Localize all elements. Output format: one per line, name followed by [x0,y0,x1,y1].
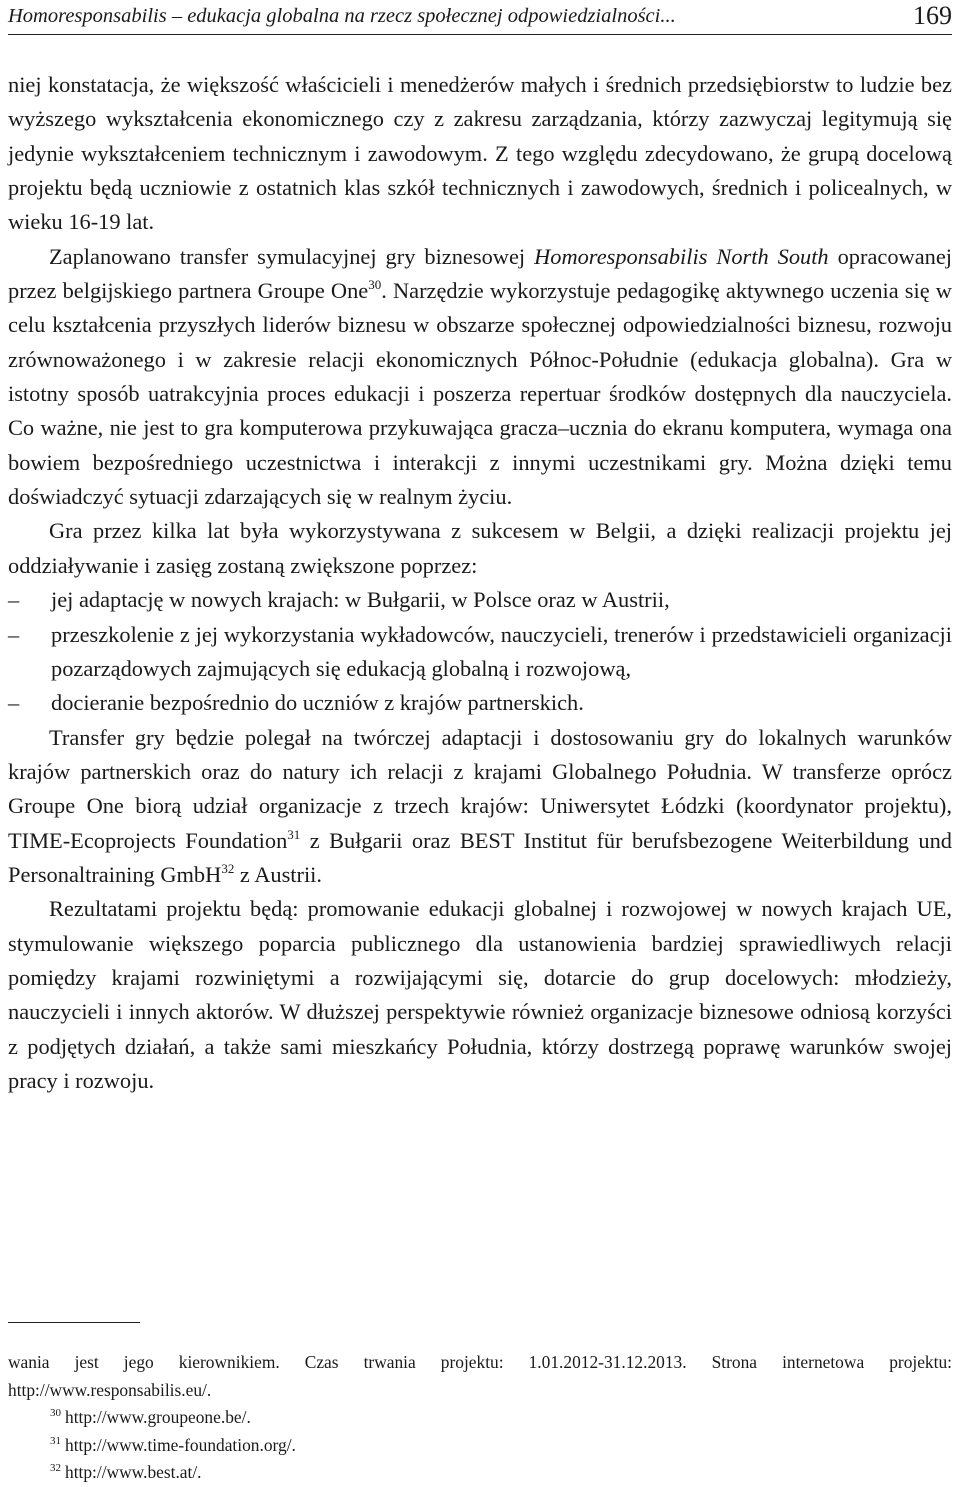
dash-marker: – [8,587,20,613]
footnote-ref-31[interactable]: 31 [287,826,301,842]
footnote-ref-32[interactable]: 32 [221,860,235,876]
game-title: Homoresponsabilis North South [534,243,829,269]
footnote-32 [8,1459,952,1487]
footnote-continued: wania jest jego kierownikiem. Czas trwania projektu: 1.01.2012-31.12.2013. Strona internetowa projektu: http://www.responsabilis.eu/. [8,1352,952,1400]
running-title: Homoresponsabilis – edukacja globalna na rzecz społecznej odpowiedzialności... [8,5,676,27]
dash-marker: – [8,621,20,647]
paragraph-continued: niej konstatacja, że większość właścicieli i menedżerów małych i średnich przedsiębiorstw to ludzie bez wyższego wykształcenia ekonomicznego czy z zakresu zarządzania, którzy zazwyczaj legitymują się jedynie wykształceniem technicznym i zawodowym. Z tego względu zdecydowano, że grupą docelową projektu będą uczniowie z ostatnich klas szkół technicznych i zawodowych, średnich i policealnych, w wieku 16-19 lat. [8,72,952,235]
paragraph-game-transfer [8,240,952,515]
text-fragment: . Narzędzie wykorzystuje pedagogikę aktywnego uczenia się w celu kształcenia przyszłych liderów biznesu w obszarze społecznej odpowiedzialności biznesu, rozwoju zrównoważonego i w zakresie relacji ekonomicznych Północ-Południe (edukacja globalna). Gra w istotny sposób uatrakcyjnia proces edukacji i poszerza repertuar środków dostępnych dla nauczyciela. Co ważne, nie jest to gra komputerowa przykuwająca gracza–ucznia do ekranu komputera, wymaga ona bowiem bezpośredniego uczestnictwa i interakcji z innymi uczestnikami gry. Można dzięki temu doświadczyć sytuacji zdarzających się w realnym życiu. [8,278,952,510]
text-fragment: z Austrii. [234,861,323,887]
list-item [8,618,952,687]
footnote-link[interactable]: http://www.best.at/. [65,1462,202,1482]
footnotes [8,1349,952,1487]
page-number: 169 [913,1,952,30]
dash-marker: – [8,690,20,716]
footnote-link[interactable]: http://www.groupeone.be/. [65,1407,251,1427]
list-item [8,686,952,720]
footnote-separator [8,1322,140,1323]
footnote-30 [8,1404,952,1432]
list-item-text: docieranie bezpośrednio do uczniów z krajów partnerskich. [51,690,584,716]
footnote-ref-30[interactable]: 30 [368,277,382,293]
footnote-link[interactable]: http://www.time-foundation.org/. [65,1434,296,1455]
paragraph-transfer-partners [8,721,952,893]
paragraph-results: Rezultatami projektu będą: promowanie edukacji globalnej i rozwojowej w nowych krajach UE, stymulowanie większego poparcia publicznego dla ustanowienia bardziej sprawiedliwych relacji pomiędzy krajami rozwiniętymi a rozwijającymi się, dotarcie do grup docelowych: młodzieży, nauczycieli i innych aktorów. W dłuższej perspektywie również organizacje biznesowe odniosą korzyści z podjętych działań, a także sami mieszkańcy Południa, którzy dostrzegą poprawę warunków swojej pracy i rozwoju. [8,896,952,1093]
body-text [8,68,952,1098]
text-fragment: z Bułgarii oraz BEST Institut für berufsbezogene Weiterbildung und Personaltraining GmbH [8,827,952,887]
text-fragment: Transfer gry będzie polegał na twórczej adaptacji i dostosowaniu gry do lokalnych warunków krajów partnerskich oraz do natury ich relacji z krajami Globalnego Południa. W transferze oprócz Groupe One biorą udział organizacje z trzech krajów: Uniwersytet Łódzki (koordynator projektu), TIME-Ecoprojects Foundation [8,724,952,853]
bullet-list [8,583,952,720]
running-header [8,0,952,35]
footnote-31 [8,1432,952,1460]
paragraph-game-usage: Gra przez kilka lat była wykorzystywana z sukcesem w Belgii, a dzięki realizacji projektu jej oddziaływanie i zasięg zostaną zwiększone poprzez: [8,518,952,578]
text-fragment: Zaplanowano transfer symulacyjnej gry biznesowej [49,243,535,269]
list-item-text: przeszkolenie z jej wykorzystania wykładowców, nauczycieli, trenerów i przedstawicieli organizacji pozarządowych zajmujących się edukacją globalną i rozwojową, [51,621,952,681]
list-item [8,583,952,617]
text-fragment: opracowanej przez belgijskiego partnera Groupe One [8,243,952,304]
footnote-number: 31 [50,1434,61,1447]
page [8,0,952,1098]
list-item-text: jej adaptację w nowych krajach: w Bułgarii, w Polsce oraz w Austrii, [51,587,670,613]
footnote-number: 32 [50,1462,61,1474]
footnote-number: 30 [50,1407,61,1419]
